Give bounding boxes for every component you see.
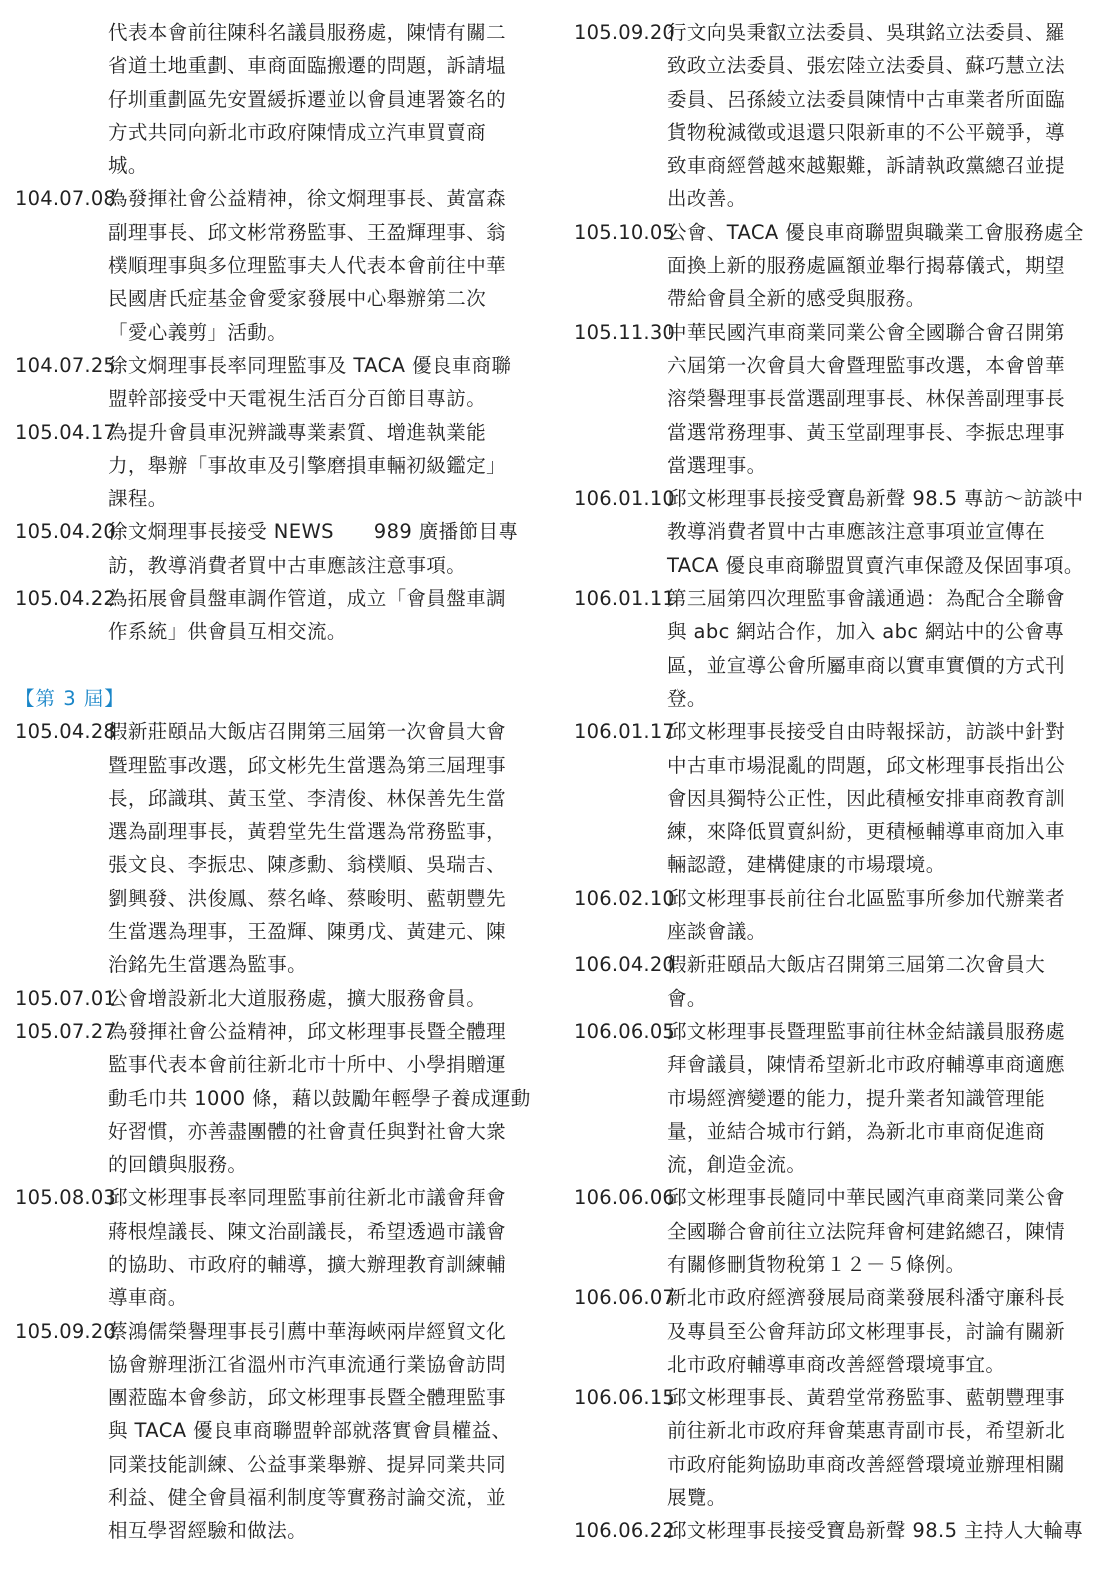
entry-text: 的協助、市政府的輔導，擴大辦理教育訓練輔 bbox=[108, 1252, 507, 1276]
entry-text: 會。 bbox=[667, 986, 707, 1010]
entry-line bbox=[574, 582, 1104, 615]
entry-line bbox=[15, 1414, 545, 1447]
entry-text: 致車商經營越來越艱難，訴請執政黨總召並提 bbox=[667, 154, 1066, 178]
entry-line: 城。 bbox=[108, 154, 148, 178]
entry-line bbox=[15, 1448, 545, 1481]
entry-line bbox=[15, 549, 545, 582]
entry-line bbox=[574, 682, 1104, 715]
entry-text: 生當選為理事，王盈輝、陳勇戊、黃建元、陳 bbox=[108, 920, 507, 944]
entry-text: 面換上新的服務處匾額並舉行揭幕儀式，期望 bbox=[667, 254, 1066, 278]
entry-date: 106.01.17 bbox=[574, 720, 676, 744]
entry-date: 106.06.06 bbox=[574, 1186, 676, 1210]
entry-text: 監事代表本會前往新北市十所中、小學捐贈運 bbox=[108, 1053, 507, 1077]
entry-date: 106.01.10 bbox=[574, 487, 676, 511]
entry-line bbox=[15, 582, 545, 615]
entry-text: 蔡鴻儒榮譽理事長引薦中華海峽兩岸經貿文化 bbox=[108, 1319, 507, 1343]
entry-line bbox=[15, 1115, 545, 1148]
entry-text: 行文向吳秉叡立法委員、吳琪銘立法委員、羅 bbox=[667, 21, 1066, 44]
entry-line bbox=[574, 1248, 1104, 1281]
entry-line bbox=[574, 416, 1104, 449]
entry-text: 長，邱識琪、黃玉堂、李清俊、林保善先生當 bbox=[108, 786, 507, 810]
entry-line bbox=[15, 216, 545, 249]
timeline-entry bbox=[15, 1315, 545, 1548]
entry-text: 及專員至公會拜訪邱文彬理事長，討論有關新 bbox=[667, 1319, 1066, 1343]
entry-text: 新北市政府經濟發展局商業發展科潘守廉科長 bbox=[667, 1286, 1066, 1310]
entry-text: 溶榮譽理事長當選副理事長、林保善副理事長 bbox=[667, 387, 1066, 411]
timeline-entry bbox=[574, 1381, 1104, 1514]
entry-line bbox=[574, 482, 1104, 515]
entry-line bbox=[15, 1281, 545, 1314]
timeline-entry bbox=[15, 1015, 545, 1181]
entry-line bbox=[574, 1148, 1104, 1181]
timeline-entry bbox=[15, 515, 545, 582]
entry-text: 六屆第一次會員大會暨理監事改選，本會曾華 bbox=[667, 353, 1066, 377]
entry-line bbox=[15, 848, 545, 881]
entry-text: 北市政府輔導車商改善經營環境事宜。 bbox=[667, 1352, 1006, 1376]
entry-line bbox=[15, 1514, 545, 1547]
entry-line bbox=[574, 83, 1104, 116]
entry-text: 委員、呂孫綾立法委員陳情中古車業者所面臨 bbox=[667, 87, 1066, 111]
entry-line bbox=[574, 249, 1104, 282]
lead-continuation bbox=[15, 16, 545, 182]
entry-text: 的回饋與服務。 bbox=[108, 1153, 248, 1177]
entry-line bbox=[15, 982, 545, 1015]
entry-text: 假新莊頤品大飯店召開第三屆第一次會員大會 bbox=[108, 720, 507, 744]
entry-line bbox=[15, 915, 545, 948]
entry-text: 盟幹部接受中天電視生活百分百節目專訪。 bbox=[108, 387, 487, 411]
entry-line bbox=[574, 782, 1104, 815]
entry-text: 張文良、李振忠、陳彥勳、翁樸順、吳瑞吉、 bbox=[108, 853, 507, 877]
entry-line bbox=[15, 882, 545, 915]
entry-text: 為拓展會員盤車調作管道，成立「會員盤車調 bbox=[108, 587, 507, 611]
entry-line bbox=[15, 282, 545, 315]
entry-text: 邱文彬理事長暨理監事前往林金結議員服務處 bbox=[667, 1019, 1066, 1043]
entry-text: 協會辦理浙江省溫州市汽車流通行業協會訪問 bbox=[108, 1352, 507, 1376]
entry-line bbox=[15, 1348, 545, 1381]
section-spacer bbox=[15, 649, 545, 682]
entry-line bbox=[574, 149, 1104, 182]
timeline-entry bbox=[574, 1514, 1104, 1547]
entry-date: 106.01.11 bbox=[574, 587, 676, 611]
entry-line bbox=[15, 349, 545, 382]
entry-text: 與 TACA 優良車商聯盟幹部就落實會員權益、 bbox=[108, 1419, 512, 1443]
entry-line bbox=[574, 1414, 1104, 1447]
timeline-entry bbox=[574, 1281, 1104, 1381]
entry-text: 輛認證，建構健康的市場環境。 bbox=[667, 853, 946, 877]
entry-text: 出改善。 bbox=[667, 187, 747, 211]
entry-line bbox=[574, 182, 1104, 215]
entry-text: 相互學習經驗和做法。 bbox=[108, 1519, 308, 1543]
entry-text: 徐文烱理事長接受 NEWS 989 廣播節目專 bbox=[108, 520, 519, 544]
entry-line bbox=[15, 515, 545, 548]
entry-text: 拜會議員，陳情希望新北市政府輔導車商適應 bbox=[667, 1053, 1066, 1077]
entry-date: 105.10.05 bbox=[574, 220, 676, 244]
entry-text: 為提升會員車況辨識專業素質、增進執業能 bbox=[108, 420, 487, 444]
entry-line bbox=[574, 715, 1104, 748]
entry-line bbox=[574, 316, 1104, 349]
entry-line bbox=[15, 482, 545, 515]
entry-date: 106.04.20 bbox=[574, 953, 676, 977]
timeline-entry bbox=[574, 1015, 1104, 1181]
entry-text: 中華民國汽車商業同業公會全國聯合會召開第 bbox=[667, 320, 1066, 344]
entry-line bbox=[574, 216, 1104, 249]
timeline-entry bbox=[574, 582, 1104, 715]
entry-text: 有關修刪貨物稅第１２－５條例。 bbox=[667, 1252, 966, 1276]
entry-text: 邱文彬理事長率同理監事前往新北市議會拜會 bbox=[108, 1186, 507, 1210]
entry-line bbox=[15, 715, 545, 748]
timeline-entry bbox=[574, 882, 1104, 949]
entry-date: 106.06.07 bbox=[574, 1286, 676, 1310]
timeline-entry bbox=[15, 715, 545, 981]
entry-line bbox=[574, 1281, 1104, 1314]
entry-line bbox=[574, 1481, 1104, 1514]
timeline-entry bbox=[15, 582, 545, 649]
entry-line bbox=[574, 1514, 1104, 1547]
entry-date: 105.07.27 bbox=[15, 1019, 117, 1043]
entry-date: 105.09.20 bbox=[574, 21, 676, 44]
entry-text: 與 abc 網站合作，加入 abc 網站中的公會專 bbox=[667, 620, 1065, 644]
entry-date: 105.08.03 bbox=[15, 1186, 117, 1210]
entry-text: 力，舉辦「事故車及引擎磨損車輛初級鑑定」 bbox=[108, 453, 507, 477]
entry-line bbox=[574, 1115, 1104, 1148]
entry-text: 課程。 bbox=[108, 487, 168, 511]
entry-date: 105.07.01 bbox=[15, 986, 117, 1010]
entry-line bbox=[15, 749, 545, 782]
entry-text: 邱文彬理事長接受寶島新聲 98.5 專訪～訪談中 bbox=[667, 487, 1084, 511]
entry-text: 同業技能訓練、公益事業舉辦、提昇同業共同 bbox=[108, 1452, 507, 1476]
entry-line bbox=[574, 1015, 1104, 1048]
timeline-entry bbox=[15, 182, 545, 348]
entry-line bbox=[574, 1315, 1104, 1348]
entry-date: 105.04.22 bbox=[15, 587, 117, 611]
entry-text: 展覽。 bbox=[667, 1486, 727, 1510]
entry-date: 105.11.30 bbox=[574, 320, 676, 344]
entry-text: 前往新北市政府拜會葉惠青副市長，希望新北 bbox=[667, 1419, 1066, 1443]
entry-text: 動毛巾共 1000 條，藉以鼓勵年輕學子養成運動 bbox=[108, 1086, 531, 1110]
entry-line bbox=[15, 782, 545, 815]
entry-text: 當選常務理事、黃玉堂副理事長、李振忠理事 bbox=[667, 420, 1066, 444]
entry-line bbox=[15, 948, 545, 981]
entry-text: 劉興發、洪俊鳳、蔡名峰、蔡畯明、藍朝豐先 bbox=[108, 886, 507, 910]
entry-text: 邱文彬理事長前往台北區監事所參加代辦業者 bbox=[667, 886, 1066, 910]
entry-date: 106.06.22 bbox=[574, 1519, 676, 1543]
entry-line bbox=[15, 182, 545, 215]
timeline-entry bbox=[15, 982, 545, 1015]
timeline-entry bbox=[15, 349, 545, 416]
entry-date: 106.06.15 bbox=[574, 1386, 676, 1410]
entry-text: 為發揮社會公益精神，邱文彬理事長暨全體理 bbox=[108, 1019, 507, 1043]
left-column bbox=[15, 16, 545, 1548]
entry-text: 邱文彬理事長接受自由時報採訪，訪談中針對 bbox=[667, 720, 1066, 744]
entry-line bbox=[574, 948, 1104, 981]
entry-line bbox=[15, 1082, 545, 1115]
entry-line: 方式共同向新北市政府陳情成立汽車買賣商 bbox=[108, 120, 487, 144]
entry-line bbox=[15, 1315, 545, 1348]
entry-line bbox=[15, 416, 545, 449]
entry-date: 105.04.17 bbox=[15, 420, 117, 444]
entry-text: 座談會議。 bbox=[667, 920, 767, 944]
entry-text: 導車商。 bbox=[108, 1286, 188, 1310]
entry-date: 105.09.20 bbox=[15, 1319, 117, 1343]
entry-line bbox=[15, 1181, 545, 1214]
entry-text: 公會增設新北大道服務處，擴大服務會員。 bbox=[108, 986, 487, 1010]
timeline-entry bbox=[15, 1181, 545, 1314]
entry-line bbox=[15, 1048, 545, 1081]
timeline-entry bbox=[574, 1181, 1104, 1281]
entry-text: 為發揮社會公益精神，徐文烱理事長、黃富森 bbox=[108, 187, 507, 211]
entry-text: 中古車市場混亂的問題，邱文彬理事長指出公 bbox=[667, 753, 1066, 777]
entry-text: 好習慣，亦善盡團體的社會責任與對社會大衆 bbox=[108, 1119, 507, 1143]
entry-line bbox=[574, 749, 1104, 782]
entry-text: 市政府能夠協助車商改善經營環境並辦理相關 bbox=[667, 1452, 1066, 1476]
entry-line bbox=[574, 1381, 1104, 1414]
entry-line bbox=[15, 615, 545, 648]
entry-text: 全國聯合會前往立法院拜會柯建銘總召，陳情 bbox=[667, 1219, 1066, 1243]
entry-text: 練，來降低買賣糾紛，更積極輔導車商加入車 bbox=[667, 820, 1066, 844]
entry-text: 治銘先生當選為監事。 bbox=[108, 953, 308, 977]
entry-line bbox=[574, 1215, 1104, 1248]
entry-line bbox=[574, 882, 1104, 915]
entry-text: 徐文烱理事長率同理監事及 TACA 優良車商聯 bbox=[108, 353, 512, 377]
entry-text: 量，並結合城市行銷，為新北市車商促進商 bbox=[667, 1119, 1046, 1143]
entry-text: 第三屆第四次理監事會議通過：為配合全聯會 bbox=[667, 587, 1066, 611]
timeline-entry bbox=[574, 316, 1104, 482]
entry-line bbox=[574, 515, 1104, 548]
entry-line: 仔圳重劃區先安置緩拆遷並以會員連署簽名的 bbox=[108, 87, 507, 111]
entry-text: 市場經濟變遷的能力，提升業者知識管理能 bbox=[667, 1086, 1046, 1110]
entry-line bbox=[15, 1248, 545, 1281]
entry-text: 暨理監事改選，邱文彬先生當選為第三屆理事 bbox=[108, 753, 507, 777]
entry-text: 副理事長、邱文彬常務監事、王盈輝理事、翁 bbox=[108, 220, 507, 244]
entry-line bbox=[15, 1148, 545, 1181]
entry-line bbox=[574, 982, 1104, 1015]
entry-text: 邱文彬理事長接受寶島新聲 98.5 主持人大輪專 bbox=[667, 1519, 1084, 1543]
timeline-entry bbox=[574, 948, 1104, 1015]
timeline-entry bbox=[574, 715, 1104, 881]
entry-text: 流，創造金流。 bbox=[667, 1153, 807, 1177]
entry-line bbox=[574, 1448, 1104, 1481]
entry-line bbox=[574, 382, 1104, 415]
entry-line bbox=[574, 549, 1104, 582]
entry-line bbox=[15, 1381, 545, 1414]
entry-line bbox=[15, 249, 545, 282]
entry-text: 「愛心義剪」活動。 bbox=[108, 320, 288, 344]
entry-line bbox=[574, 1181, 1104, 1214]
entry-date: 105.04.20 bbox=[15, 520, 117, 544]
entry-date: 106.06.05 bbox=[574, 1019, 676, 1043]
entry-date: 104.07.25 bbox=[15, 353, 117, 377]
timeline-entry bbox=[574, 16, 1104, 216]
entry-line bbox=[574, 349, 1104, 382]
entry-text: 邱文彬理事長隨同中華民國汽車商業同業公會 bbox=[667, 1186, 1066, 1210]
entry-date: 105.04.28 bbox=[15, 720, 117, 744]
entry-text: 訪，教導消費者買中古車應該注意事項。 bbox=[108, 553, 467, 577]
entry-text: 帶給會員全新的感受與服務。 bbox=[667, 287, 926, 311]
entry-text: 致政立法委員、張宏陸立法委員、蘇巧慧立法 bbox=[667, 54, 1066, 78]
entry-date: 104.07.08 bbox=[15, 187, 117, 211]
entry-text: TACA 優良車商聯盟買賣汽車保證及保固事項。 bbox=[667, 553, 1084, 577]
entry-text: 樸順理事與多位理監事夫人代表本會前往中華 bbox=[108, 254, 507, 278]
entry-line: 省道土地重劃、車商面臨搬遷的問題，訴請塭 bbox=[108, 54, 507, 78]
entry-line bbox=[15, 1015, 545, 1048]
entry-text: 團蒞臨本會參訪，邱文彬理事長暨全體理監事 bbox=[108, 1386, 507, 1410]
entry-line bbox=[574, 449, 1104, 482]
entry-text: 假新莊頤品大飯店召開第三屆第二次會員大 bbox=[667, 953, 1046, 977]
entry-line bbox=[574, 915, 1104, 948]
entry-line bbox=[15, 815, 545, 848]
entry-line bbox=[15, 316, 545, 349]
entry-text: 公會、TACA 優良車商聯盟與職業工會服務處全 bbox=[667, 220, 1084, 244]
entry-line bbox=[574, 848, 1104, 881]
entry-line bbox=[574, 649, 1104, 682]
entry-line bbox=[574, 16, 1104, 49]
entry-line bbox=[15, 1215, 545, 1248]
entry-text: 當選理事。 bbox=[667, 453, 767, 477]
entry-line bbox=[574, 116, 1104, 149]
entry-line bbox=[15, 1481, 545, 1514]
entry-line bbox=[574, 615, 1104, 648]
entry-line bbox=[574, 1348, 1104, 1381]
entry-text: 貨物稅減徵或退還只限新車的不公平競爭，導 bbox=[667, 120, 1066, 144]
entry-text: 登。 bbox=[667, 686, 707, 710]
timeline-entry bbox=[574, 216, 1104, 316]
entry-line bbox=[574, 815, 1104, 848]
entry-text: 蔣根煌議長、陳文治副議長，希望透過市議會 bbox=[108, 1219, 507, 1243]
entry-line bbox=[574, 49, 1104, 82]
entry-text: 選為副理事長，黃碧堂先生當選為常務監事， bbox=[108, 820, 507, 844]
entry-text: 會因具獨特公正性，因此積極安排車商教育訓 bbox=[667, 786, 1066, 810]
entry-line bbox=[15, 382, 545, 415]
entry-line bbox=[574, 282, 1104, 315]
entry-text: 民國唐氏症基金會愛家發展中心舉辦第二次 bbox=[108, 287, 487, 311]
timeline-entry bbox=[574, 482, 1104, 582]
entry-text: 邱文彬理事長、黃碧堂常務監事、藍朝豐理事 bbox=[667, 1386, 1066, 1410]
right-column bbox=[574, 16, 1104, 1548]
entry-date: 106.02.10 bbox=[574, 886, 676, 910]
entry-text: 區，並宣導公會所屬車商以實車實價的方式刊 bbox=[667, 653, 1066, 677]
entry-text: 教導消費者買中古車應該注意事項並宣傳在 bbox=[667, 520, 1046, 544]
entry-line bbox=[15, 449, 545, 482]
timeline-entry bbox=[15, 416, 545, 516]
entry-line bbox=[574, 1048, 1104, 1081]
section-heading: 【第 3 屆】 bbox=[15, 686, 125, 710]
entry-text: 作系統」供會員互相交流。 bbox=[108, 620, 347, 644]
entry-line: 代表本會前往陳科名議員服務處，陳情有關二 bbox=[108, 21, 507, 44]
entry-text: 利益、健全會員福利制度等實務討論交流，並 bbox=[108, 1486, 507, 1510]
entry-line bbox=[574, 1082, 1104, 1115]
